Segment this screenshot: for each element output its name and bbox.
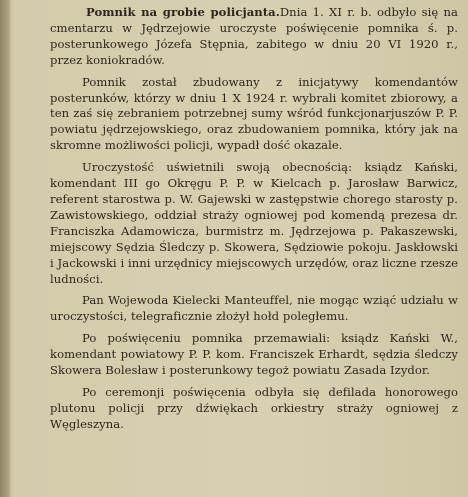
article-paragraph-5: Po poświęceniu pomnika przemawiali: ksiądz Kański W., komendant powiatowy P. P. kom. Franciszek Erhardt, sędzia śledczy Skowera Bolesław i posterunkowy tegoż powiatu Zasada Izydor. [50, 331, 458, 378]
article-paragraph-4: Pan Wojewoda Kielecki Manteuffel, nie mogąc wziąć udziału w uroczystości, telegraficznie złożył hołd poległemu. [50, 293, 458, 324]
article-paragraph-6: Po ceremonji poświęcenia odbyła się defilada honorowego plutonu policji przy dźwiękach orkiestry straży ogniowej z Węgleszyna. [50, 384, 458, 431]
article-paragraph-3: Uroczystość uświetnili swoją obecnością: ksiądz Kański, komendant III go Okręgu P. P. w Kielcach p. Jarosław Barwicz, referent starostwa p. W. Gajewski w zastępstwie chorego starosty p. Zawistowskiego, oddział straży ogniowej pod komendą prezesa dr. Franciszka Adamowicza, burmistrz m. Jędrzejowa p. Pakaszewski, miejscowy Sędzia Śledczy p. Skowera, Sędziowie pokoju. Jaskłowski i Jackowski i inni urzędnicy miejscowych urzędów, oraz liczne rzesze ludności. [50, 160, 458, 286]
article-paragraph-2: Pomnik został zbudowany z inicjatywy komendantów posterunków, którzy w dniu 1 X 1924 r. wybrali komitet zbiorowy, a ten zaś się zebraniem potrzebnej sumy wśród funkcjonarjuszów P. P. powiatu jędrzejowskiego, oraz zbudowaniem pomnika, który jak na skromne możliwości policji, wypadł dość okazale. [50, 74, 458, 153]
page-binding-edge [0, 0, 10, 497]
article-column [50, 5, 458, 439]
article-paragraph-1 [50, 5, 458, 69]
article-headline: Pomnik na grobie policjanta. [86, 5, 280, 19]
paragraph-1-text: Dnia 1. XI r. b. odbyło się na cmentarzu w Jędrzejowie uroczyste poświęcenie pomnika ś. p. posterunkowego Józefa Stępnia, zabitego w dniu 20 VI 1920 r., przez koniokradów. [50, 5, 458, 67]
